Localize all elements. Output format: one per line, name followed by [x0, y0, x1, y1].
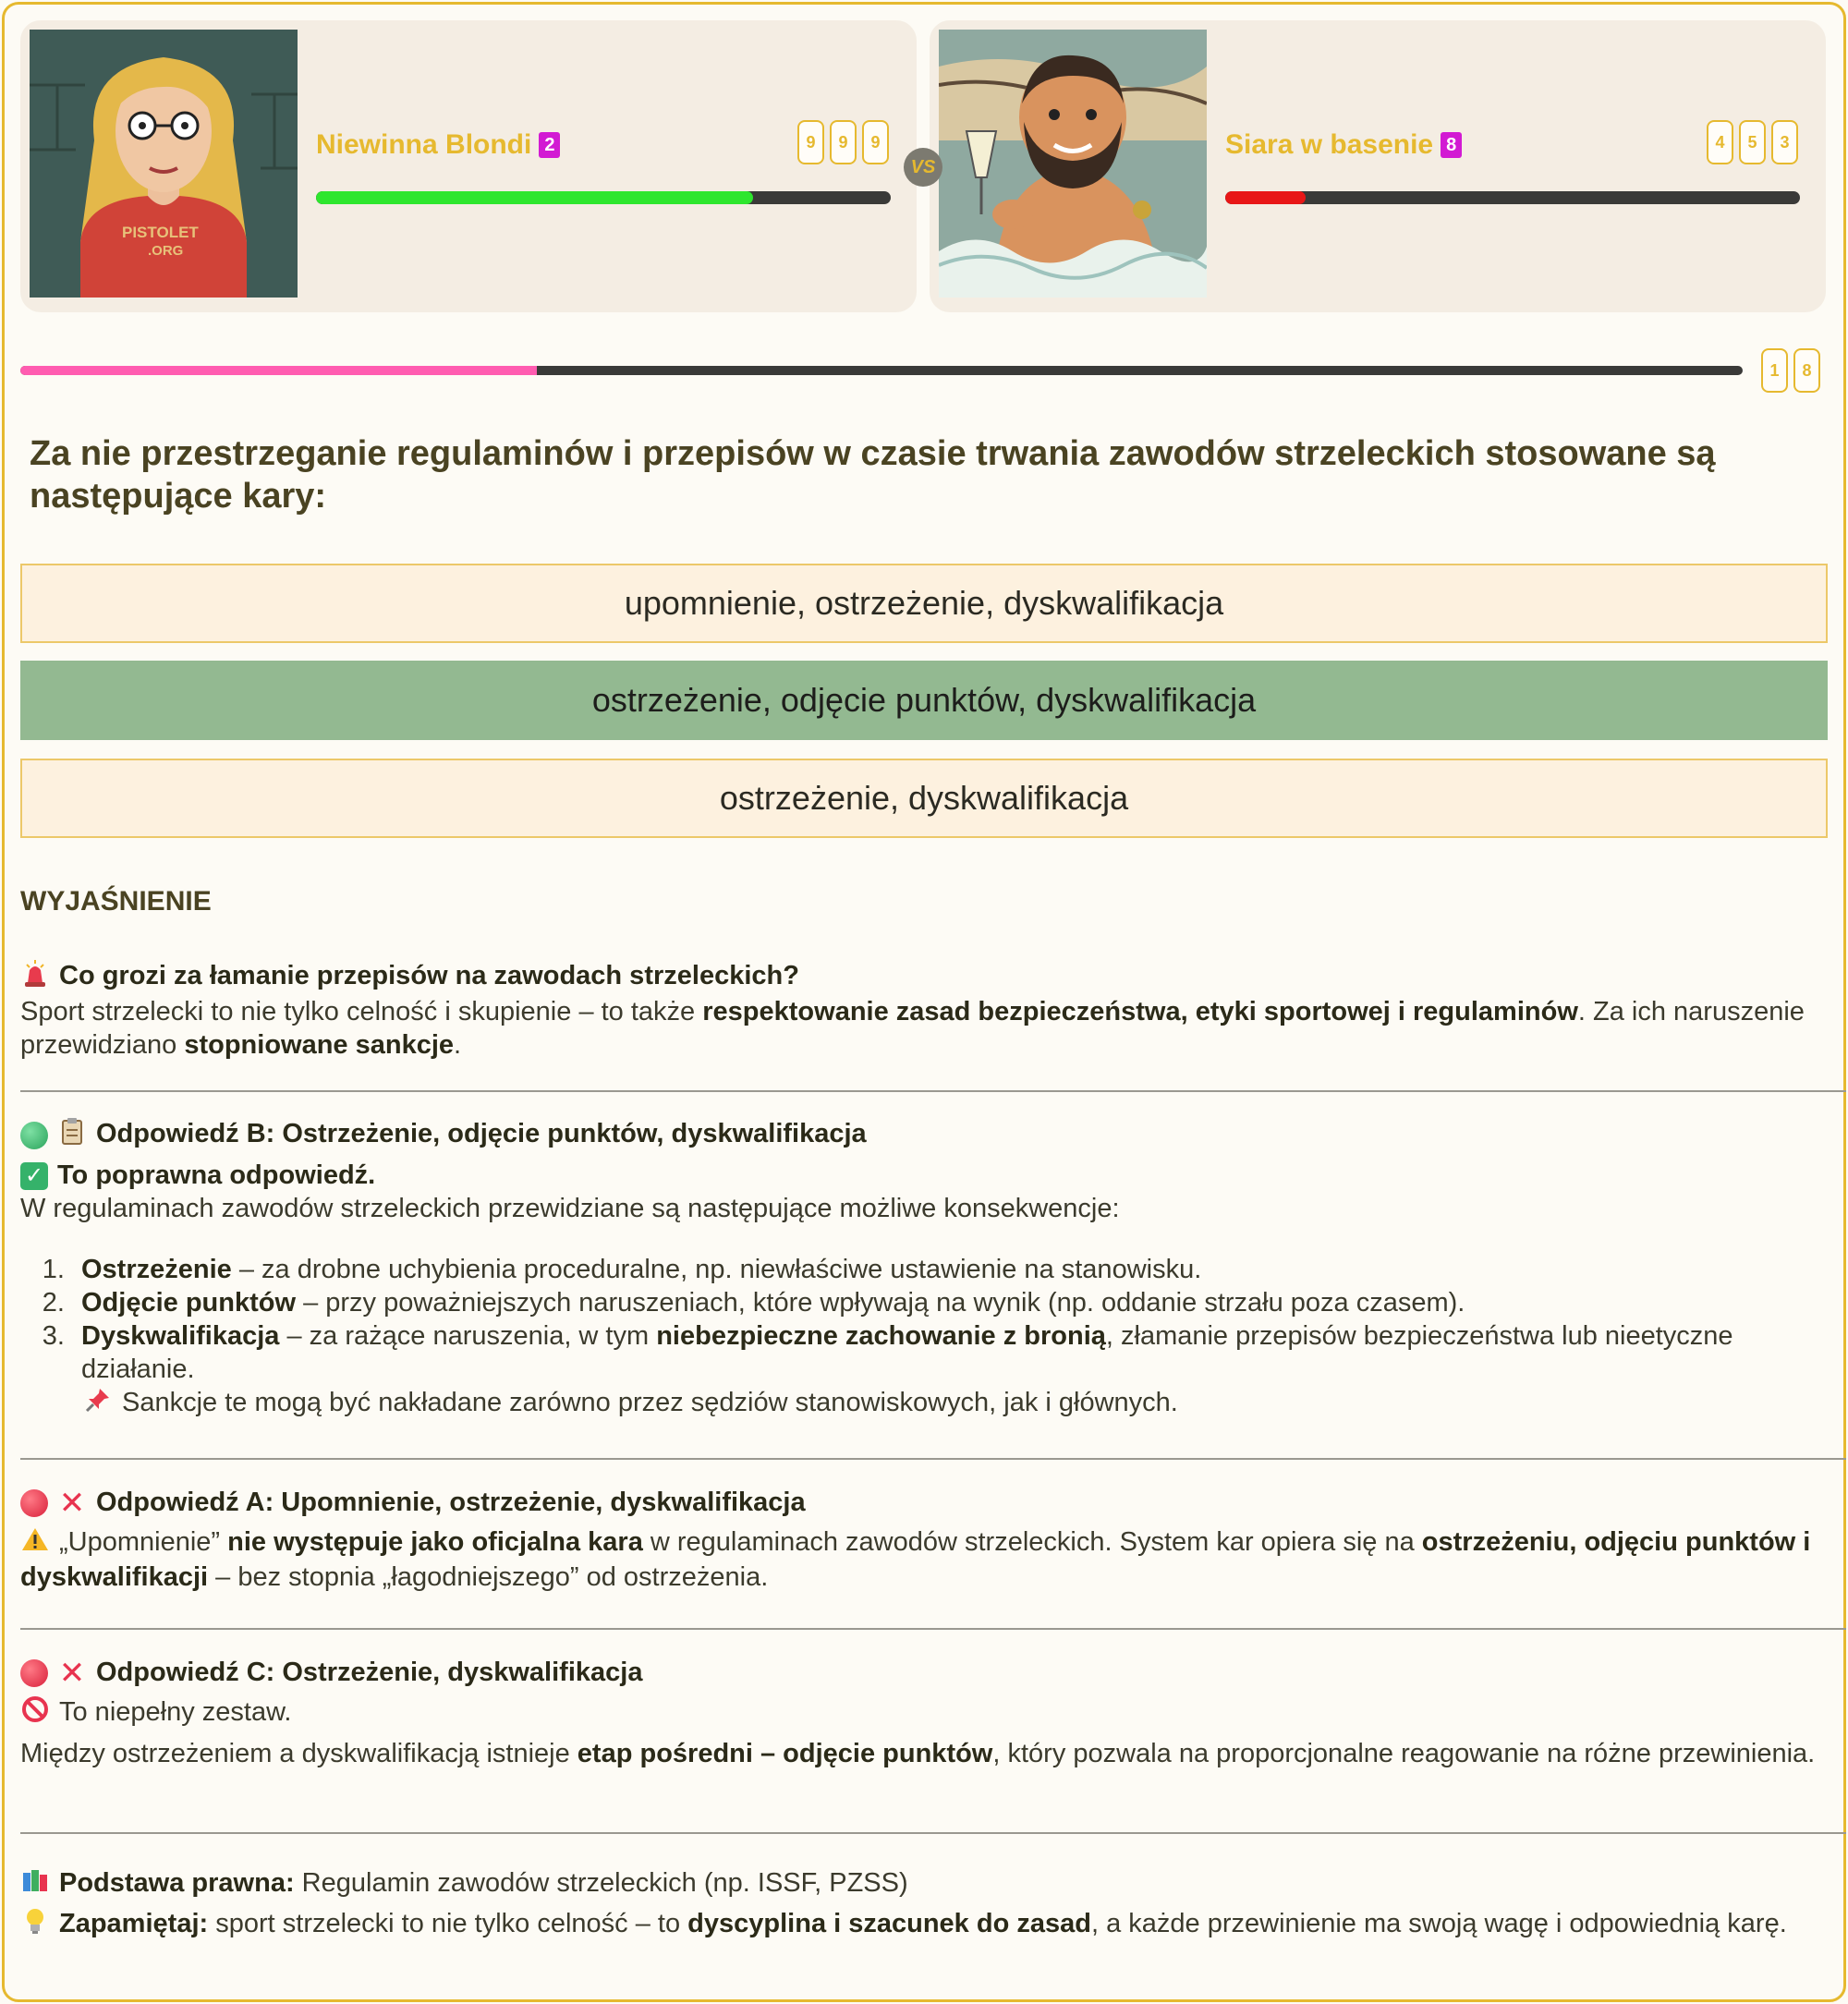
- question-progress-bar: [20, 366, 1743, 375]
- answer-b-title: Odpowiedź B: Ostrzeżenie, odjęcie punktów, dyskwalifikacja: [96, 1119, 867, 1149]
- red-circle-icon: [20, 1489, 48, 1517]
- player-2-health-bar: [1225, 191, 1800, 204]
- clipboard-icon: [57, 1117, 87, 1153]
- player-1-health-bar: [316, 191, 891, 204]
- warning-icon: [20, 1526, 50, 1561]
- divider: [20, 1458, 1846, 1460]
- explanation-heading: WYJAŚNIENIE: [20, 886, 212, 917]
- answer-option-b[interactable]: ostrzeżenie, odjęcie punktów, dyskwalifikacja: [20, 661, 1828, 740]
- cross-mark-icon: ✕: [58, 1656, 86, 1692]
- vs-badge: VS: [904, 148, 942, 187]
- answer-c-title: Odpowiedź C: Ostrzeżenie, dyskwalifikacja: [96, 1658, 643, 1687]
- score-digit: 4: [1707, 120, 1733, 164]
- question-counter-digit: 1: [1761, 348, 1788, 393]
- score-digit: 5: [1739, 120, 1766, 164]
- explanation-answer-a: [20, 1486, 1837, 1594]
- prohibited-icon: [20, 1695, 50, 1731]
- player-card-2: [930, 20, 1826, 312]
- list-item: 3. Dyskwalifikacja – za rażące naruszenia, w tym niebezpieczne zachowanie z bronią, złamanie przepisów bezpieczeństwa lub nieetyczne działanie. Sankcje te mogą być nakładane zarówno przez sędziów stanowiskowych, jak i głównych.: [72, 1319, 1837, 1421]
- legal-basis: Podstawa prawna: Regulamin zawodów strzeleckich (np. ISSF, PZSS): [20, 1866, 1837, 1901]
- consequences-list: [72, 1253, 1837, 1421]
- question-counter: [1761, 348, 1820, 393]
- score-digit: 9: [797, 120, 824, 164]
- answer-a-paragraph: „Upomnienie” nie występuje jako oficjalna kara w regulaminach zawodów strzeleckich. System kar opiera się na ostrzeżeniu, odjęciu punktów i dyskwalifikacji – bez stopnia „łagodniejszego” od ostrzeżenia.: [20, 1527, 1811, 1593]
- sanctions-note: Sankcje te mogą być nakładane zarówno przez sędziów stanowiskowych, jak i głównych.: [122, 1388, 1178, 1417]
- svg-text:PISTOLET: PISTOLET: [122, 224, 199, 241]
- question-counter-digit: 8: [1793, 348, 1820, 393]
- question-text: Za nie przestrzeganie regulaminów i przepisów w czasie trwania zawodów strzeleckich stosowane są następujące kary:: [30, 434, 1716, 516]
- player-2-avatar: [939, 30, 1207, 298]
- pushpin-icon: [83, 1387, 113, 1421]
- player-2-name-row: [1225, 129, 1462, 161]
- divider: [20, 1628, 1846, 1630]
- books-icon: [20, 1867, 50, 1901]
- player-1-level-badge: 2: [539, 132, 560, 158]
- score-digit: 3: [1771, 120, 1798, 164]
- player-1-score: [797, 120, 889, 164]
- player-2-name: Siara w basenie: [1225, 129, 1434, 160]
- siren-icon: [20, 959, 50, 995]
- list-item: 1. Ostrzeżenie – za drobne uchybienia proceduralne, np. niewłaściwe ustawienie na stanowisku.: [72, 1253, 1837, 1286]
- explanation-intro: [20, 959, 1837, 1062]
- cross-mark-icon: ✕: [58, 1486, 86, 1522]
- player-card-1: [20, 20, 917, 312]
- explanation-footer: [20, 1866, 1837, 1943]
- answer-option-a[interactable]: upomnienie, ostrzeżenie, dyskwalifikacja: [20, 564, 1828, 643]
- player-2-score: [1707, 120, 1798, 164]
- player-1-name: Niewinna Blondi: [316, 129, 532, 160]
- check-mark-icon: ✓: [20, 1162, 48, 1190]
- remember-note: Zapamiętaj: sport strzelecki to nie tylko celność – to dyscyplina i szacunek do zasad, a każde przewinienie ma swoją wagę i odpowiednią karę.: [20, 1907, 1837, 1943]
- explanation-answer-b: [20, 1117, 1837, 1421]
- answer-option-c[interactable]: ostrzeżenie, dyskwalifikacja: [20, 759, 1828, 838]
- list-item: 2. Odjęcie punktów – przy poważniejszych naruszeniach, które wpływają na wynik (np. oddanie strzału poza czasem).: [72, 1286, 1837, 1319]
- intro-paragraph: Sport strzelecki to nie tylko celność i skupienie – to także respektowanie zasad bezpieczeństwa, etyki sportowej i regulaminów. Za ich naruszenie przewidziano stopniowane sankcje.: [20, 997, 1805, 1060]
- svg-text:.ORG: .ORG: [148, 243, 184, 259]
- red-circle-icon: [20, 1659, 48, 1687]
- light-bulb-icon: [20, 1907, 50, 1943]
- green-circle-icon: [20, 1122, 48, 1149]
- answer-c-subtitle: To niepełny zestaw.: [59, 1697, 292, 1728]
- correct-label: To poprawna odpowiedź.: [57, 1160, 376, 1190]
- divider: [20, 1832, 1846, 1834]
- score-digit: 9: [862, 120, 889, 164]
- intro-title: Co grozi za łamanie przepisów na zawodach strzeleckich?: [59, 961, 799, 991]
- answer-a-title: Odpowiedź A: Upomnienie, ostrzeżenie, dyskwalifikacja: [96, 1488, 806, 1517]
- answer-c-paragraph: Między ostrzeżeniem a dyskwalifikacją istnieje etap pośredni – odjęcie punktów, który pozwala na proporcjonalne reagowanie na różne przewinienia.: [20, 1739, 1816, 1769]
- player-1-name-row: [316, 129, 560, 161]
- score-digit: 9: [830, 120, 857, 164]
- player-1-health-fill: [316, 191, 753, 204]
- answer-b-lead: W regulaminach zawodów strzeleckich przewidziane są następujące możliwe konsekwencje:: [20, 1194, 1120, 1223]
- player-2-level-badge: 8: [1441, 132, 1462, 158]
- player-1-avatar: [30, 30, 298, 298]
- player-2-health-fill: [1225, 191, 1306, 204]
- divider: [20, 1090, 1846, 1092]
- question-progress-fill: [20, 366, 537, 375]
- explanation-answer-c: [20, 1656, 1837, 1770]
